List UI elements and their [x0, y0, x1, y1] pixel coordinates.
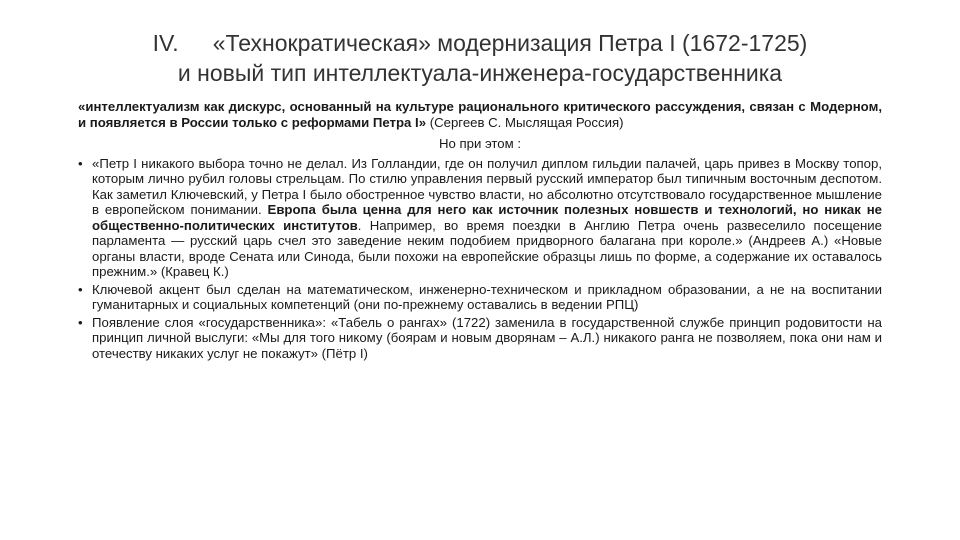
slide-title [70, 28, 890, 88]
bullet-marker: • [78, 314, 83, 330]
intro-quote: «интеллектуализм как дискурс, основанный на культуре рационального критического рассуждения, связан с Модерном, и появляется в России только с реформами Петра I» [78, 99, 882, 130]
title-line-1 [70, 28, 890, 58]
intro-paragraph [78, 99, 882, 130]
list-item [78, 315, 882, 362]
intro-source: (Сергеев С. Мыслящая Россия) [426, 114, 624, 130]
transition-text: Но при этом : [438, 136, 522, 151]
bullet-bold-text: Европа была ценна для него как источник полезных новшеств и технологий, но никак не общественно-политических институтов [92, 202, 882, 233]
bullet-list [78, 156, 882, 362]
bullet-marker: • [78, 281, 83, 297]
bullet-text: Ключевой акцент был сделан на математическом, инженерно-техническом и прикладном образовании, а не на воспитании гуманитарных и социальных компетенций (они по-прежнему оставались в ведении РПЦ) [92, 281, 882, 312]
list-item [78, 282, 882, 313]
bullet-text: Появление слоя «государственника»: «Табель о рангах» (1722) заменила в государственной службе принцип родовитости на принцип личной выслуги: «Мы для того никому (боярам и новым дворянам – А.Л.) никакого ранга не позволяем, пока они нам и отечеству никаких услуг не покажут» (Пётр I) [92, 314, 882, 361]
bullet-text-cont: . Например, во время поездки в Англию Петра очень развеселило посещение парламента — русский царь счел это заведение неким подобием придворного балагана при короле.» (Андреев А.) «Новые органы власти, вроде Сената или Синода, были похожи на европейские образцы лишь по форме, а содержание их оставалось прежним.» (Кравец К.) [92, 217, 882, 279]
title-line-2: и новый тип интеллектуала-инженера-государственника [177, 60, 783, 86]
title-text-1: «Технократическая» модернизация Петра I (1672-1725) [212, 30, 808, 56]
list-item [78, 156, 882, 280]
section-number: IV. [152, 30, 179, 56]
bullet-text: «Петр I никакого выбора точно не делал. Из Голландии, где он получил диплом гильдии палачей, царь привез в Москву топор, которым лично рубил головы стрельцам. По стилю управления первый русский император был типичным восточным деспотом. Как заметил Ключевский, у Петра I было обостренное чувство власти, но абсолютно отсутствовало государственное мышление в европейском понимании. [92, 155, 882, 217]
slide-body [78, 99, 882, 363]
bullet-marker: • [78, 155, 83, 171]
